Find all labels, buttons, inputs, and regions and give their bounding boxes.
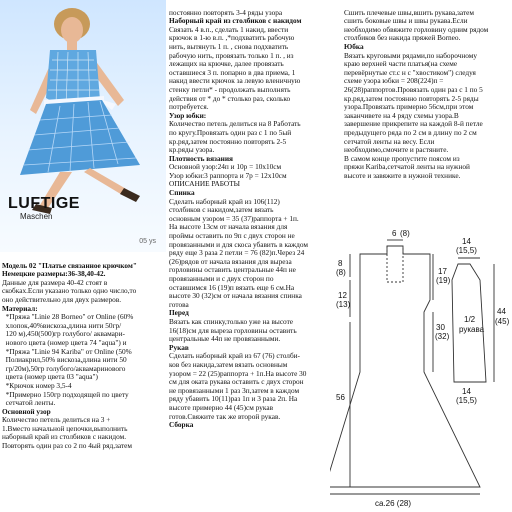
- dim-8b: (8): [336, 268, 346, 277]
- sleeve-heading: Рукав: [169, 342, 189, 352]
- sizes-note: Данные для размера 40-42 стоят в скобках.Если указано только одно число,то оно действительно для двух размеров.: [2, 277, 137, 304]
- front-text: Вязать как спинку,только уже на высоте 16(18)см для выреза горловины оставить центральные 44п не провязанными.: [169, 316, 297, 344]
- materials-list: *Пряжа "Linie 28 Borneo" от Online (60% хлопок,40%вискоза,длина нити 50гр/ 120 м),450(500)гр голубого/ аквамари- нового цвета (номер цвета 74 "aqua") и *Пряжа "Linie 94 Kariba" от Online (50% Полиакрил,50% вискоза,длина нити 50 гр/20м),50гр голубого/аквамаринового цвета (номер цвета 03 "aqua") *Крючок номер 3,5-4 *Примерно 150гр подходящей по цвету сетчатой ленты.: [5, 312, 134, 408]
- middle-column: [169, 0, 341, 512]
- main-pattern-text: Количество петель делиться на 3 + 1.Вместо начальной цепочки,выполнить наборный край из столбиков с накидом. Повторять один раз со 2 по 4ый ряд,затем: [2, 415, 133, 451]
- dim-56: 56: [336, 393, 345, 402]
- back-heading: Спинка: [169, 188, 195, 198]
- magazine-title: LUFTIGE: [8, 195, 80, 212]
- dim-45: (45): [495, 317, 510, 326]
- dim-hem: ca.26 (28): [375, 499, 412, 508]
- body-outline: [330, 246, 480, 487]
- dim-44: 44: [497, 307, 506, 316]
- dim-8-top: (8): [400, 229, 410, 238]
- dim-8: 8: [338, 259, 343, 268]
- model-photo: [0, 0, 166, 252]
- dim-6: 6: [392, 229, 397, 238]
- dim-12: 12: [338, 291, 347, 300]
- dim-14-cuff: 14: [462, 387, 471, 396]
- back-text: Сделать наборный край из 106(112) столбиков с накидом,затем вязать основным узором = 35 (37)раппорта + 1п. На высоте 13см от начала вязания для проймы оставить по 9п с двух сторон не провязанными и для скоса убавить в каждом ряду еще 3 раза 2 петли = 76 (82)п.Через 24 (26)рядов от начала вязания для выреза горловины оставить центральные 44п не провязанными и с двух сторон по оставшимся 16 (19)п вязать еще 6 см.На высоте 30 (32)см от начала вязания спинка готова: [169, 196, 309, 309]
- materials-heading: Материал:: [2, 303, 38, 313]
- left-column: [2, 253, 166, 512]
- page-number: 05 ys: [139, 238, 156, 245]
- main-pattern-heading: Основной узор: [2, 406, 51, 416]
- dim-32: (32): [435, 332, 450, 341]
- dim-14-sleeve: 14: [462, 237, 471, 246]
- dim-19: (19): [436, 276, 451, 285]
- skirt-pattern-text: Количество петель делиться на 8 Работать по кругу.Провязать один раз с 1 по 5ый кр.ряд,затем постоянно повторять 2-5 кр.ряды узора.: [169, 119, 301, 155]
- dim-13: (13): [336, 300, 351, 309]
- skirt-heading: Юбка: [344, 41, 364, 51]
- right-column: [344, 0, 512, 212]
- work-description-heading: ОПИСАНИЕ РАБОТЫ: [169, 179, 241, 189]
- gauge-heading: Плотность вязания: [169, 153, 233, 163]
- sleeve-half: 1/2: [464, 315, 476, 324]
- sleeve-text: Сделать наборный край из 67 (76) столби- ков без накида,затем вязать основным узором = 22 (25)раппорта + 1п.На высоте 30 см для оката рукава оставить с двух сторон не провязанными 1 раз 3п,затем в каждом ряду убавить 10(11)раз 1п и 3 раза 2п. На высоте примерно 44 (45)см рукав готов.Свяжите так же второй рукав.: [169, 351, 307, 421]
- sleeve-label: рукава: [459, 325, 485, 334]
- model-heading: Модель 02 "Платье связанное крючком": [2, 260, 137, 270]
- dim-15-5-sleeve: (15,5): [456, 246, 477, 255]
- assembly-text: Сшить плечевые швы,вшить рукава,затем сшить боковые швы и швы рукава.Если необходимо обвяжите горловину одним рядом столбиков без накида пряжей Borneo.: [344, 7, 489, 43]
- gauge-text: Основной узор:24п и 10р = 10х10см Узор юбки:3 раппорта и 7р = 12х10см: [169, 162, 287, 180]
- sizes: Немецкие размеры:36-38,40-42.: [2, 269, 106, 279]
- dim-17: 17: [438, 267, 447, 276]
- skirt-text: Вязать круговыми рядами,по наборочному краю верхней части платья(на схеме перевёрнутые ст.с н с "хвостиком") следуя схеме узора юбки = 208(224)п = 26(28)раппортов.Провязать один раз с 1 по 5 кр.ряд,затем постоянно повторять 2-5 ряды узора.Провязать примерно 56см,при этом заканчивете на 4 ряду схемы узора.В завершение прикрепите на каждой 8-й петле предыдущего ряда по 2 см в длину по 2 см сетчатой ленты на весу. Если необходимо,смочите и растяните. В самом конце пропустите поясом из пряжи Kariba,сетчатой ленты на нужной высоте и завяжите в нужной технике.: [344, 50, 483, 180]
- cast-on-text: Связать 4 в.п., сделать 1 накид, ввести крючок в 1-ю в.п. ,*подхватить рабочую нить, вытянуть 1 п. , снова подхватить рабочую нить, провязать только 1 п. , из лежащих на крючке, далее провязать оставшиеся 3 п. попарно в два приема, 1 накид ввести крючок за левую вленичную стенку петли* - продолжать выполнять действия от * до * столько раз, сколько потребуется.: [169, 24, 301, 112]
- front-heading: Перед: [169, 308, 189, 318]
- skirt-pattern-heading: Узор юбки:: [169, 110, 207, 120]
- dim-15-5-cuff: (15,5): [456, 396, 477, 405]
- assembly-heading: Сборка: [169, 420, 194, 430]
- pattern-schematic: [330, 222, 512, 512]
- cast-on-heading: Наборный край из столбиков с накидом: [169, 16, 302, 26]
- dim-30: 30: [436, 323, 445, 332]
- magazine-subtitle: Maschen: [20, 212, 53, 221]
- mid-p1: постоянно повторять 3-4 ряды узора: [169, 7, 283, 17]
